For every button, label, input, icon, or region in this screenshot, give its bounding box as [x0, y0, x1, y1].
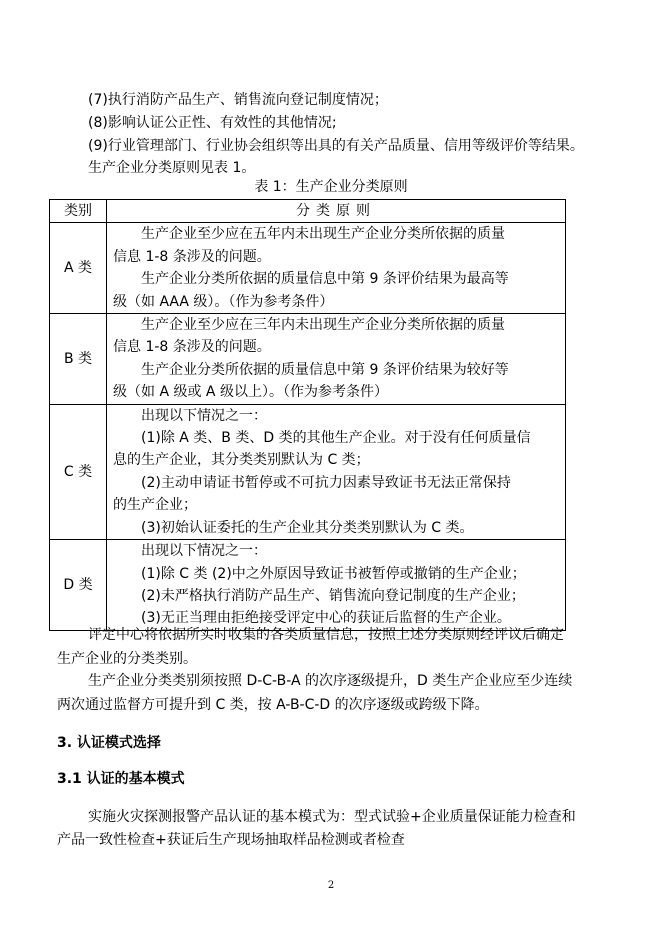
row-category: C 类 — [50, 404, 107, 539]
text-line: 评定中心将依据所实时收集的各类质量信息，按照上述分类原则经评议后确定 — [88, 627, 564, 643]
text-line: 实施火灾探测报警产品认证的基本模式为：型式试验+企业质量保证能力检查和 — [88, 809, 576, 825]
table-row — [50, 540, 566, 631]
principle-line: 级（如 A 级或 A 级以上）。（作为参考条件） — [113, 384, 388, 401]
principle-line: 的生产企业； — [113, 497, 197, 514]
classification-table — [49, 199, 566, 631]
principle-line: (2)主动申请证书暂停或不可抗力因素导致证书无法正常保持 — [141, 474, 511, 491]
principle-line: 生产企业分类所依据的质量信息中第 9 条评价结果为最高等 — [141, 271, 509, 288]
principle-line: (1)除 A 类、B 类、D 类的其他生产企业。对于没有任何质量信 — [141, 430, 531, 447]
table-caption: 表 1：生产企业分类原则 — [254, 179, 408, 195]
principle-line: 生产企业至少应在五年内未出现生产企业分类所依据的质量 — [141, 226, 505, 243]
principle-line: (1)除 C 类 (2)中之外原因导致证书被暂停或撤销的生产企业； — [141, 565, 526, 582]
text-line: 产品一致性检查+获证后生产现场抽取样品检测或者检查 — [57, 832, 405, 848]
principle-line: (2)未严格执行消防产品生产、销售流向登记制度的生产企业； — [141, 587, 525, 604]
table-row — [50, 223, 566, 314]
row-principle — [107, 540, 566, 631]
principle-line: 出现以下情况之一： — [141, 543, 267, 560]
row-category: A 类 — [50, 223, 107, 314]
principle-line: 信息 1-8 条涉及的问题。 — [113, 248, 271, 265]
row-principle — [107, 223, 566, 314]
table-header-row — [50, 200, 566, 223]
header-principle: 分类原则 — [107, 200, 566, 223]
text-line: (7)执行消防产品生产、销售流向登记制度情况； — [88, 92, 388, 108]
text-line: (8)影响认证公正性、有效性的其他情况; — [88, 115, 337, 131]
text-line: 生产企业分类原则见表 1。 — [88, 160, 256, 176]
text-line: 两次通过监督方可提升到 C 类，按 A-B-C-D 的次序逐级或跨级下降。 — [57, 697, 489, 713]
principle-line: 信息 1-8 条涉及的问题。 — [113, 339, 271, 356]
page-number: 2 — [327, 880, 335, 891]
principle-line: 生产企业至少应在三年内未出现生产企业分类所依据的质量 — [141, 317, 505, 334]
row-category: B 类 — [50, 314, 107, 405]
section-heading: 3. 认证模式选择 — [57, 735, 161, 751]
row-principle — [107, 404, 566, 539]
subsection-heading: 3.1 认证的基本模式 — [57, 771, 185, 787]
row-principle — [107, 314, 566, 405]
principle-line: (3)无正当理由拒绝接受评定中心的获证后监督的生产企业。 — [141, 610, 511, 627]
principle-line: 出现以下情况之一： — [141, 407, 267, 424]
text-line: 生产企业分类类别须按照 D-C-B-A 的次序逐级提升，D 类生产企业应至少连续 — [88, 673, 573, 689]
principle-line: (3)初始认证委托的生产企业其分类类别默认为 C 类。 — [141, 519, 474, 536]
principle-line: 级（如 AAA 级）。（作为参考条件） — [113, 293, 334, 310]
principle-line: 息的生产企业，其分类类别默认为 C 类； — [113, 452, 370, 469]
header-category: 类别 — [50, 200, 107, 223]
text-line: (9)行业管理部门、行业协会组织等出具的有关产品质量、信用等级评价等结果。 — [88, 138, 584, 154]
table-row — [50, 314, 566, 405]
row-category: D 类 — [50, 540, 107, 631]
table-row — [50, 404, 566, 539]
principle-line: 生产企业分类所依据的质量信息中第 9 条评价结果为较好等 — [141, 361, 509, 378]
text-line: 生产企业的分类类别。 — [57, 651, 197, 667]
